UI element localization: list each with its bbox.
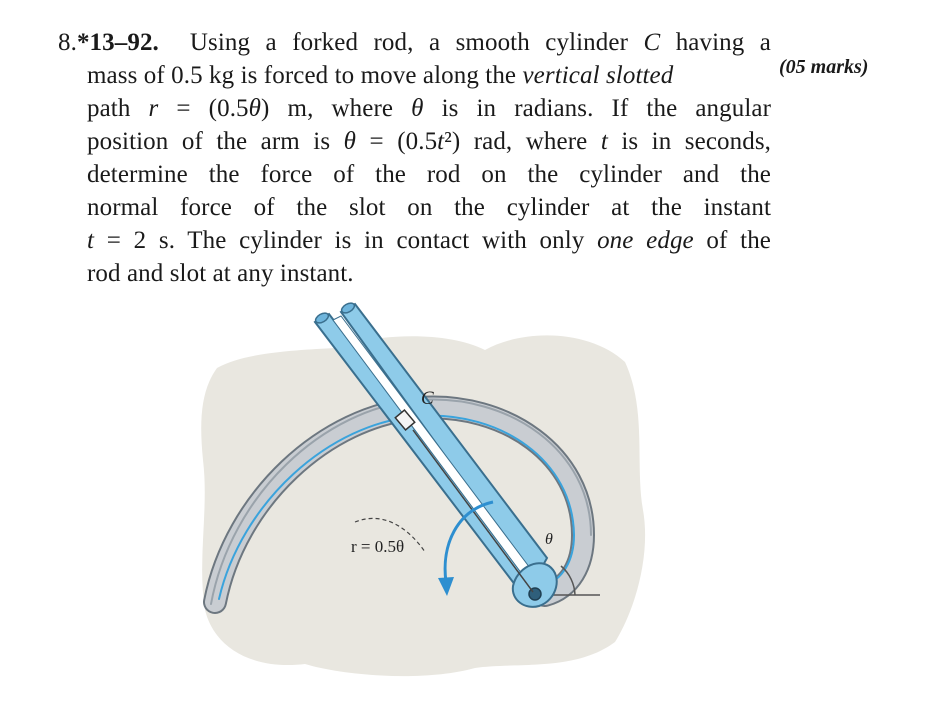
figure <box>195 290 665 695</box>
text-run: position of the arm is <box>87 128 344 155</box>
problem-line-1 <box>58 26 771 59</box>
italic-run: θ <box>343 128 357 155</box>
figure-svg <box>195 290 665 690</box>
problem-line-7 <box>58 224 771 257</box>
text-run: ) m, where <box>261 95 412 122</box>
text-run: ²) rad, where <box>444 128 601 155</box>
text-run: Using a forked rod, a smooth cylinder <box>189 29 644 56</box>
problem-line-4 <box>58 125 771 158</box>
text-run: is in seconds, <box>607 128 772 155</box>
text-run: of the <box>693 227 771 254</box>
problem-line-5 <box>58 158 771 191</box>
italic-run: C <box>643 29 661 56</box>
italic-run: t <box>87 227 95 254</box>
text-run: = 2 s. The cylinder is in contact with only <box>94 227 598 254</box>
italic-run: r <box>148 95 159 122</box>
problem-line-6 <box>58 191 771 224</box>
text-run: is in radians. If the angular <box>423 95 771 122</box>
label-r: r = 0.5θ <box>351 537 405 556</box>
problem-number: *13–92. <box>76 29 159 56</box>
text-run: = (0.5 <box>356 128 438 155</box>
text-run: = (0.5 <box>158 95 249 122</box>
text-run: normal force of the slot on the cylinder at the instant <box>87 194 771 221</box>
italic-run: θ <box>248 95 262 122</box>
text-run: having a <box>660 29 771 56</box>
text-run: path <box>87 95 149 122</box>
italic-run: θ <box>411 95 424 122</box>
text-run: rod and slot at any instant. <box>87 260 354 287</box>
text-run: mass of 0.5 kg is forced to move along the <box>87 62 523 89</box>
italic-run: one edge <box>597 227 694 254</box>
italic-run: vertical slotted <box>522 62 674 89</box>
italic-run: t <box>437 128 445 155</box>
question-number: 8. <box>58 29 77 56</box>
problem-line-2 <box>58 59 788 92</box>
marks-label: (05 marks) <box>779 56 869 78</box>
label-c: C <box>421 388 434 409</box>
problem-text-line-1 <box>190 29 771 56</box>
text-run: determine the force of the rod on the cylinder and the <box>87 161 771 188</box>
italic-run: t <box>600 128 608 155</box>
problem-line-8 <box>58 257 788 290</box>
problem-statement <box>58 26 788 290</box>
problem-line-3 <box>58 92 771 125</box>
label-theta: θ <box>545 531 553 548</box>
